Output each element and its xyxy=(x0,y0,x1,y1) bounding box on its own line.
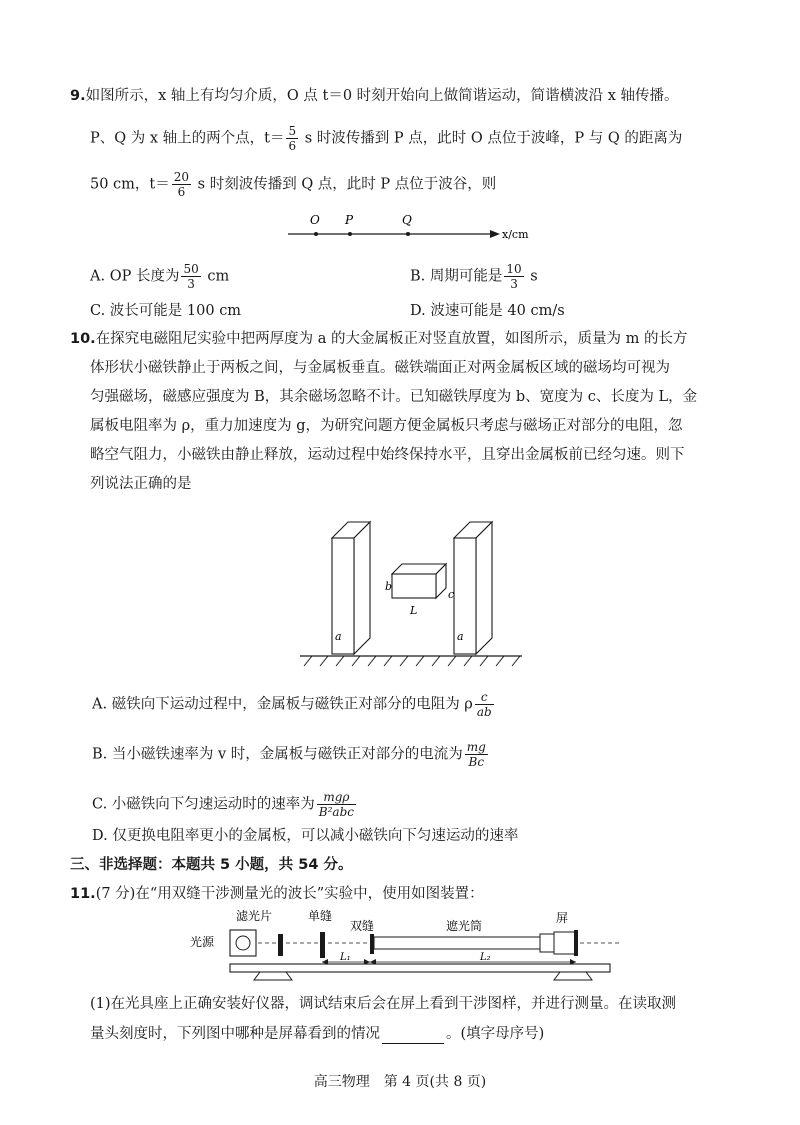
q10-option-a: A. 磁铁向下运动过程中，金属板与磁铁正对部分的电阻为 ρ $\frac{c}{ab}$ xyxy=(92,690,492,719)
label-b: b xyxy=(385,580,393,593)
label-light-source: 光源 xyxy=(190,935,215,949)
point-o xyxy=(314,232,318,236)
q9-line3: 50 cm，t＝ $\frac{20}{6}$ s 时刻波传播到 Q 点，此时 P 点位于波谷，则 xyxy=(90,170,497,199)
label-L1: L₁ xyxy=(340,952,351,963)
section-3-heading: 三、非选择题：本题共 5 小题，共 54 分。 xyxy=(70,857,353,873)
point-q xyxy=(406,232,410,236)
q10-line3: 匀强磁场，磁感应强度为 B，其余磁场忽略不计。已知磁铁厚度为 b、宽度为 c、长度为 L，金 xyxy=(90,389,698,405)
q10-number: 10. xyxy=(70,331,96,347)
q10-line2: 体形状小磁铁静止于两板之间，与金属板垂直。磁铁端面正对两金属板区域的磁场均可视为 xyxy=(90,360,670,376)
q10-line4: 属板电阻率为 ρ，重力加速度为 g，为研究问题方便金属板只考虑与磁场正对部分的电阻，忽 xyxy=(90,418,683,434)
q11-line1: 11.(7 分)在“用双缝干涉测量光的波长”实验中，使用如图装置： xyxy=(70,886,484,902)
q10-line6: 列说法正确的是 xyxy=(90,476,192,492)
label-tube: 遮光筒 xyxy=(446,919,483,933)
q9-number: 9. xyxy=(70,88,86,104)
q10-option-c: C. 小磁铁向下匀速运动时的速率为 $\frac{\text{mgρ}}{\text{B²abc}}$ xyxy=(92,790,354,819)
lamp-box xyxy=(230,930,256,956)
screen-element xyxy=(574,930,578,956)
q9-option-d: D. 波速可能是 40 cm/s xyxy=(410,303,565,319)
bench-foot-right xyxy=(554,972,592,980)
q9-frac-20-6: $\frac{20}{6}$ xyxy=(173,170,190,199)
label-c: c xyxy=(448,588,455,601)
q11-part1-line1: (1)在光具座上正确安装好仪器，调试结束后会在屏上看到干涉图样，并进行测量。在读取测 xyxy=(90,996,677,1012)
ground-hatching xyxy=(304,656,520,666)
eyepiece xyxy=(540,934,554,952)
q9-option-a: A. OP 长度为 $\frac{50}{3}$ cm xyxy=(90,262,230,291)
q9-option-b: B. 周期可能是 $\frac{10}{3}$ s xyxy=(410,262,538,291)
q10-line1: 10.在探究电磁阻尼实验中把两厚度为 a 的大金属板正对竖直放置，如图所示，质量为 m 的长方 xyxy=(70,331,688,347)
q11-number: 11. xyxy=(70,886,96,902)
label-single-slit: 单缝 xyxy=(308,909,333,923)
optical-bench xyxy=(230,964,610,972)
q9-line1: 9.如图所示，x 轴上有均匀介质，O 点 t＝0 时刻开始向上做简谐运动，简谐横波沿 x 轴传播。 xyxy=(70,88,679,104)
right-plate-side xyxy=(476,522,492,654)
label-L2: L₂ xyxy=(480,952,491,963)
q9-frac-5-6: $\frac{5}{6}$ xyxy=(288,124,297,153)
label-p: P xyxy=(345,213,354,227)
q9-option-c: C. 波长可能是 100 cm xyxy=(90,303,242,319)
bench-foot-left xyxy=(254,972,292,980)
filter-element xyxy=(278,934,283,956)
label-q: Q xyxy=(402,213,412,227)
label-filter: 滤光片 xyxy=(236,909,273,923)
q10-magnet-figure xyxy=(290,498,530,676)
q9-line2: P、Q 为 x 轴上的两个点，t＝ $\frac{5}{6}$ s 时波传播到 P 点，此时 O 点位于波峰，P 与 Q 的距离为 xyxy=(90,124,683,153)
left-plate-side xyxy=(354,522,370,654)
point-p xyxy=(348,232,352,236)
q10-option-d: D. 仅更换电阻率更小的金属板，可以减小磁铁向下匀速运动的速率 xyxy=(92,828,519,844)
label-x-axis: x/cm xyxy=(502,228,529,241)
label-a-left: a xyxy=(335,630,342,643)
q11-part1-line2: 量头刻度时，下列图中哪种是屏幕看到的情况 。(填字母序号) xyxy=(90,1026,545,1042)
tube-body xyxy=(374,937,540,949)
page-footer: 高三物理 第 4 页(共 8 页) xyxy=(313,1074,487,1090)
q10-option-b: B. 当小磁铁速率为 v 时，金属板与磁铁正对部分的电流为 $\frac{mg}{Bc}$ xyxy=(92,740,486,769)
label-a-right: a xyxy=(457,630,464,643)
measuring-head xyxy=(554,932,576,954)
answer-blank[interactable] xyxy=(382,1029,444,1044)
q11-apparatus-figure xyxy=(190,906,620,986)
label-L: L xyxy=(410,604,418,617)
double-slit-element xyxy=(370,934,374,954)
magnet-front xyxy=(392,574,436,598)
label-screen: 屏 xyxy=(556,911,569,925)
q9-axis-figure xyxy=(280,208,540,248)
label-double-slit: 双缝 xyxy=(350,919,375,933)
x-axis-arrow xyxy=(490,230,500,238)
label-o: O xyxy=(310,213,320,227)
single-slit-element xyxy=(320,932,325,958)
q10-line5: 略空气阻力，小磁铁由静止释放，运动过程中始终保持水平，且穿出金属板前已经匀速。则下 xyxy=(90,447,685,463)
